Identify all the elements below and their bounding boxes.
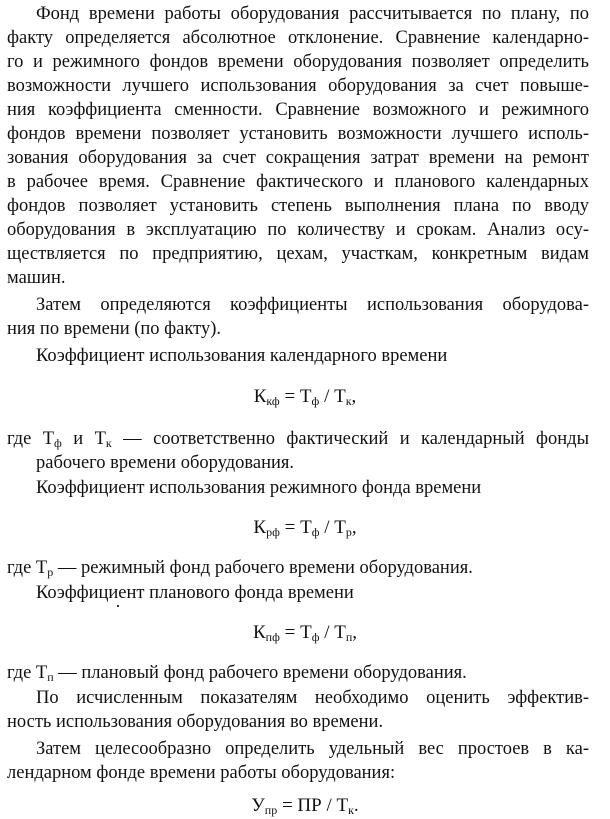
paragraph-1-line-1: Фонд времени работы оборудования рассчитывается по плану, по xyxy=(36,4,589,24)
paragraph-1-line-5: ния коэффициента сменности. Сравнение возможного и режимного xyxy=(7,100,589,120)
formula-2-t-sub: ф xyxy=(311,525,320,539)
where-1-mid: и Т xyxy=(61,429,106,449)
formula-2-lhs-sub: рф xyxy=(266,525,280,539)
formula-3-t-sub: ф xyxy=(311,630,320,644)
where-2-prefix: где Т xyxy=(7,558,48,578)
paragraph-3-line-2: ность использования оборудования во времени. xyxy=(7,712,384,732)
formula-4-eq: = ПР / Т xyxy=(277,795,349,816)
paragraph-2-line-1: Затем определяются коэффициенты использования оборудова- xyxy=(36,295,589,315)
formula-2-lhs: К xyxy=(253,517,267,538)
formula-1-rest: / Т xyxy=(319,386,346,407)
paragraph-2-line-2: ния по времени (по факту). xyxy=(7,319,222,339)
formula-3-rest-sub: п xyxy=(345,630,353,644)
print-speck xyxy=(117,605,119,607)
formula-1-t-sub: ф xyxy=(311,394,320,408)
formula-1-tail: , xyxy=(351,386,357,407)
formula-2-tail: , xyxy=(351,517,357,538)
paragraph-4-line-2: лендарном фонде времени работы оборудования: xyxy=(7,763,396,783)
paragraph-1-line-3: го и режимного фондов времени оборудования позволяет определить xyxy=(7,52,589,72)
formula-idle-share xyxy=(0,793,610,819)
where-2-line xyxy=(7,556,589,580)
heading-calendar-coefficient: Коэффициент использования календарного времени xyxy=(36,346,448,366)
where-1-sub2: к xyxy=(105,436,112,450)
formula-4-lhs: У xyxy=(251,795,265,816)
where-1-line-1 xyxy=(7,427,589,451)
paragraph-1-line-7: зования оборудования за счет сокращения затрат времени на ремонт xyxy=(7,148,589,168)
formula-3-eq: = Т xyxy=(279,622,312,643)
paragraph-1-line-10: оборудования в эксплуатацию по количеству и срокам. Анализ осу- xyxy=(7,220,589,240)
formula-3-lhs: К xyxy=(252,622,266,643)
formula-4-rest-sub: к xyxy=(348,803,354,817)
heading-plan-coefficient: Коэффициент планового фонда времени xyxy=(36,583,354,603)
paragraph-1-line-9: фондов позволяет установить степень выполнения плана по вводу xyxy=(7,196,589,216)
where-2-sub1: р xyxy=(47,565,54,579)
formula-2-eq: = Т xyxy=(279,517,312,538)
formula-2-rest-sub: р xyxy=(345,525,352,539)
formula-1-eq: = Т xyxy=(279,386,312,407)
formula-1-lhs-sub: кф xyxy=(266,394,280,408)
formula-calendar xyxy=(0,384,610,410)
where-3-line xyxy=(7,661,589,685)
where-1-prefix: где Т xyxy=(7,429,55,449)
where-3-prefix: где Т xyxy=(7,663,48,683)
paragraph-1-line-2: факту определяется абсолютное отклонение. Сравнение календарно- xyxy=(7,28,589,48)
paragraph-3-line-1: По исчисленным показателям необходимо оценить эффектив- xyxy=(36,688,589,708)
heading-regime-coefficient: Коэффициент использования режимного фонда времени xyxy=(36,478,482,498)
where-1-sub1: ф xyxy=(54,436,62,450)
formula-plan xyxy=(0,620,610,646)
formula-2-rest: / Т xyxy=(319,517,346,538)
formula-3-lhs-sub: пф xyxy=(265,630,280,644)
where-3-text: — плановый фонд рабочего времени оборудования. xyxy=(53,663,467,683)
paragraph-1-line-11: ществляется по предприятию, цехам, участкам, конкретным видам xyxy=(7,244,589,264)
formula-regime xyxy=(0,515,610,541)
formula-4-lhs-sub: пр xyxy=(264,803,278,817)
paragraph-1-line-4: возможности лучшего использования оборудования за счет повыше- xyxy=(7,76,589,96)
formula-1-lhs: К xyxy=(253,386,267,407)
paragraph-1-line-12: машин. xyxy=(7,268,66,288)
paragraph-4-line-1: Затем целесообразно определить удельный вес простоев в ка- xyxy=(36,739,589,759)
paragraph-1-line-6: фондов времени позволяет установить возможности лучшего исполь- xyxy=(7,124,589,144)
formula-3-tail: , xyxy=(352,622,358,643)
formula-1-rest-sub: к xyxy=(345,394,352,408)
formula-3-rest: / Т xyxy=(319,622,346,643)
paragraph-1-line-8: в рабочее время. Сравнение фактического и планового календарных xyxy=(7,172,589,192)
where-3-sub1: п xyxy=(47,670,54,684)
formula-4-tail: . xyxy=(353,795,359,816)
where-1-line-2: рабочего времени оборудования. xyxy=(36,453,295,473)
where-2-text: — режимный фонд рабочего времени оборудования. xyxy=(53,558,473,578)
where-1-text: — соответственно фактический и календарный фонды xyxy=(111,429,590,449)
